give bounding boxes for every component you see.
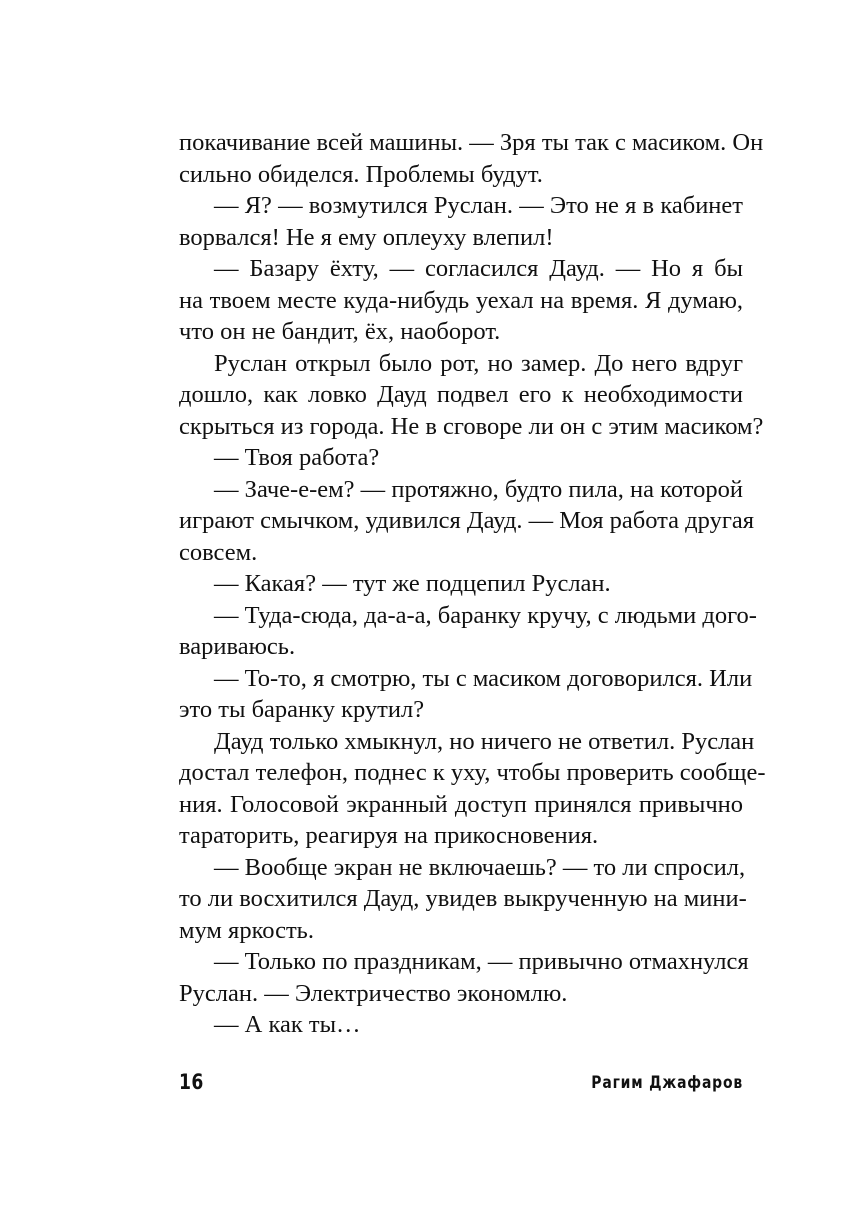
text-line: играют смычком, удивился Дауд. — Моя работа другая [179,507,755,534]
text-line: то ли восхитился Дауд, увидев выкрученную на мини- [179,885,747,912]
text-line: сильно обиделся. Проблемы будут. [179,160,543,188]
text-line: — А как ты… [214,1011,361,1038]
text-line: — Базару ёхту, — согласился Дауд. — Но я бы [214,255,743,282]
text-line: достал телефон, поднес к уху, чтобы проверить сообще- [179,759,766,786]
text-line: ния. Голосовой экранный доступ принялся привычно [179,790,743,818]
text-line: Дауд только хмыкнул, но ничего не ответил. Руслан [214,727,755,755]
text-line: тараторить, реагируя на прикосновения. [179,822,599,849]
text-line: вариваюсь. [179,633,296,660]
text-line: Руслан открыл было рот, но замер. До него вдруг [214,349,743,377]
text-line: — Туда-сюда, да-а-а, баранку кручу, с людьми дого- [214,601,757,629]
body-text [179,127,766,1041]
text-line: Руслан. — Электричество экономлю. [179,979,568,1007]
text-line: скрыться из города. Не в сговоре ли он с этим масиком? [179,412,764,440]
text-line: совсем. [179,538,258,566]
text-line: покачивание всей машины. — Зря ты так с масиком. Он [179,129,764,156]
text-line: что он не бандит, ёх, наоборот. [179,318,501,345]
text-line: — Твоя работа? [214,444,380,471]
text-line: мум яркость. [179,916,314,944]
text-line: это ты баранку крутил? [179,696,425,723]
text-line: ворвался! Не я ему оплеуху влепил! [179,223,554,251]
page-footer [179,1070,743,1100]
text-line: — То-то, я смотрю, ты с масиком договорился. Или [214,664,753,692]
text-line: — Я? — возмутился Руслан. — Это не я в кабинет [214,192,743,219]
text-line: — Заче-е-ем? — протяжно, будто пила, на которой [214,475,743,503]
running-footer-author: Рагим Джафаров [591,1073,743,1093]
text-line: — Какая? — тут же подцепил Руслан. [214,570,611,597]
text-line: — Только по праздникам, — привычно отмахнулся [214,948,749,975]
text-line: — Вообще экран не включаешь? — то ли спросил, [214,853,746,881]
text-line: дошло, как ловко Дауд подвел его к необходимости [179,381,743,408]
page-number: 16 [179,1070,204,1094]
text-line: на твоем месте куда-нибудь уехал на время. Я думаю, [179,286,743,314]
